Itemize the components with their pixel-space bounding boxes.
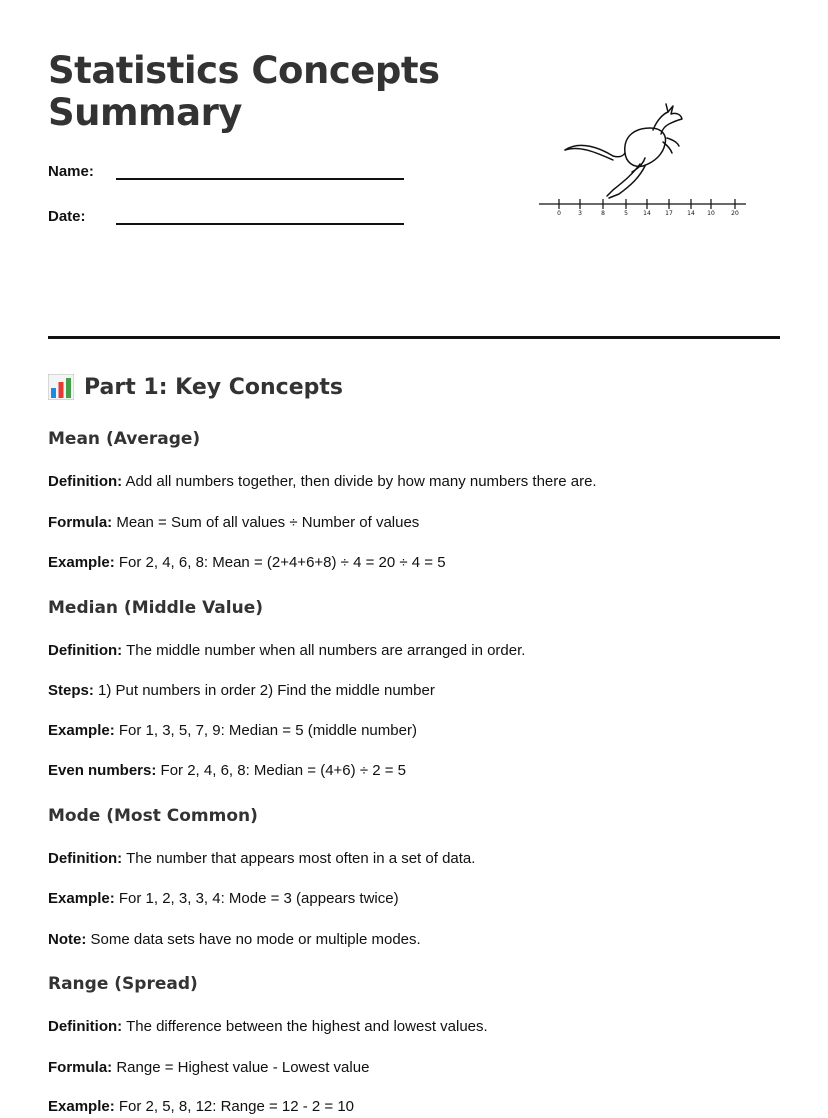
line-label: Example: bbox=[48, 722, 115, 739]
line-text: Mean = Sum of all values ÷ Number of values bbox=[116, 514, 420, 531]
part-1-title-text: Part 1: Key Concepts bbox=[84, 374, 343, 400]
part-1-title bbox=[48, 374, 343, 400]
line-label: Definition: bbox=[48, 850, 123, 867]
median-example bbox=[48, 722, 417, 739]
mode-definition bbox=[48, 850, 475, 867]
kangaroo-icon bbox=[535, 98, 750, 218]
page-title bbox=[48, 50, 440, 134]
mean-formula bbox=[48, 514, 419, 531]
tick-label: 17 bbox=[665, 210, 673, 217]
kangaroo-illustration bbox=[535, 98, 750, 223]
heading-median: Median (Middle Value) bbox=[48, 598, 263, 618]
bar-chart-icon bbox=[48, 374, 74, 400]
title-line-2: Summary bbox=[48, 91, 242, 134]
section-divider bbox=[48, 336, 780, 339]
line-label: Definition: bbox=[48, 1018, 123, 1035]
mode-note bbox=[48, 931, 421, 948]
tick-label: 14 bbox=[643, 210, 651, 217]
line-text: For 1, 2, 3, 3, 4: Mode = 3 (appears twice) bbox=[118, 890, 399, 907]
mean-example bbox=[48, 554, 446, 571]
mode-example bbox=[48, 890, 399, 907]
line-text: For 2, 4, 6, 8: Median = (4+6) ÷ 2 = 5 bbox=[160, 762, 406, 779]
line-label: Steps: bbox=[48, 682, 94, 699]
line-text: Add all numbers together, then divide by how many numbers there are. bbox=[125, 473, 597, 490]
line-text: The difference between the highest and lowest values. bbox=[126, 1018, 488, 1035]
name-label: Name: bbox=[48, 163, 94, 180]
line-label: Formula: bbox=[48, 1059, 113, 1076]
date-label: Date: bbox=[48, 208, 86, 225]
tick-label: 3 bbox=[578, 210, 582, 217]
range-example bbox=[48, 1098, 354, 1115]
line-label: Example: bbox=[48, 890, 115, 907]
line-label: Definition: bbox=[48, 473, 123, 490]
tick-label: 20 bbox=[731, 210, 739, 217]
mean-definition bbox=[48, 473, 597, 490]
line-text: Some data sets have no mode or multiple modes. bbox=[90, 931, 421, 948]
title-line-1: Statistics Concepts bbox=[48, 49, 440, 92]
line-text: The middle number when all numbers are arranged in order. bbox=[126, 642, 526, 659]
heading-range: Range (Spread) bbox=[48, 974, 198, 994]
tick-label: 5 bbox=[624, 210, 628, 217]
line-label: Example: bbox=[48, 1098, 115, 1115]
line-text: Range = Highest value - Lowest value bbox=[116, 1059, 370, 1076]
median-steps bbox=[48, 682, 435, 699]
line-label: Example: bbox=[48, 554, 115, 571]
range-definition bbox=[48, 1018, 488, 1035]
date-line[interactable] bbox=[116, 205, 404, 225]
median-definition bbox=[48, 642, 525, 659]
line-text: For 2, 5, 8, 12: Range = 12 - 2 = 10 bbox=[118, 1098, 355, 1115]
line-text: For 2, 4, 6, 8: Mean = (2+4+6+8) ÷ 4 = 20 ÷ 4 = 5 bbox=[118, 554, 446, 571]
name-field bbox=[48, 160, 404, 180]
heading-mode: Mode (Most Common) bbox=[48, 806, 258, 826]
line-text: 1) Put numbers in order 2) Find the middle number bbox=[98, 682, 435, 699]
line-text: For 1, 3, 5, 7, 9: Median = 5 (middle number) bbox=[118, 722, 417, 739]
line-label: Even numbers: bbox=[48, 762, 157, 779]
tick-label: 14 bbox=[687, 210, 695, 217]
line-text: The number that appears most often in a set of data. bbox=[126, 850, 476, 867]
range-formula bbox=[48, 1059, 369, 1076]
line-label: Formula: bbox=[48, 514, 113, 531]
tick-label: 8 bbox=[601, 210, 605, 217]
median-even-numbers bbox=[48, 762, 406, 779]
line-label: Note: bbox=[48, 931, 87, 948]
tick-label: 10 bbox=[707, 210, 715, 217]
date-field bbox=[48, 205, 404, 225]
tick-label: 0 bbox=[557, 210, 561, 217]
line-label: Definition: bbox=[48, 642, 123, 659]
heading-mean: Mean (Average) bbox=[48, 429, 201, 449]
name-line[interactable] bbox=[116, 160, 404, 180]
